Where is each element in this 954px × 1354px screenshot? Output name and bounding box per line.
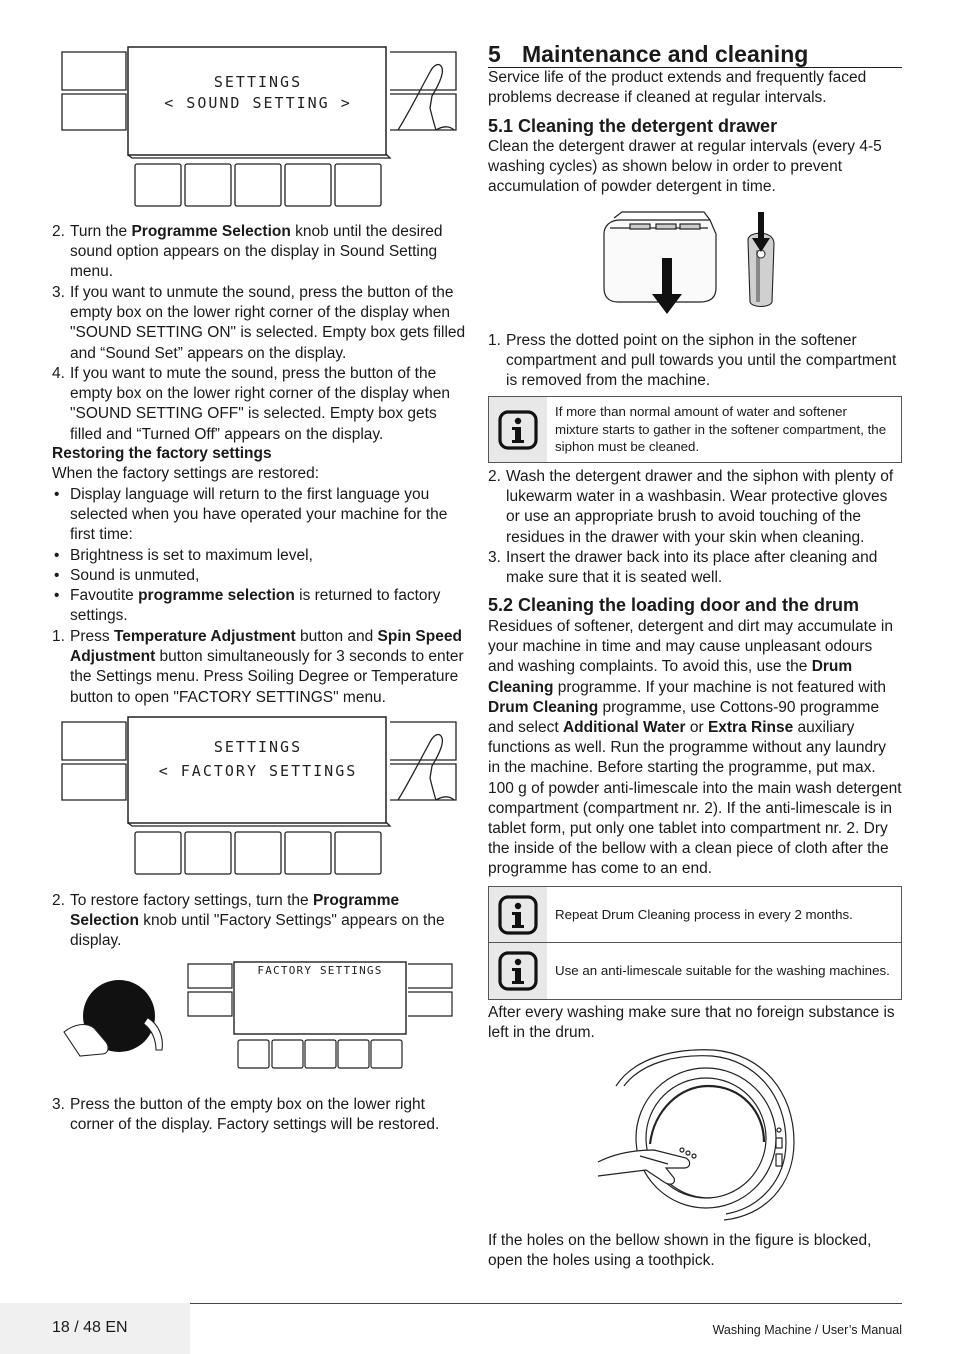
detergent-drawer-illustration: [600, 210, 786, 318]
factory-intro: When the factory settings are restored:: [52, 465, 320, 482]
drum-cleaning-note: [488, 886, 902, 943]
info-icon: [498, 895, 538, 935]
subsection-5-1-text: Clean the detergent drawer at regular intervals (every 4-5 washing cycles) as shown below in order to prevent accumulation of powder detergent in time.: [488, 138, 882, 196]
sound-step-3: 3. If you want to unmute the sound, press the button of the empty box on the lower right corner of the display when "SOUND SETTING ON" is selected. Empty box gets filled and “Sound Set” appears on the display.: [52, 284, 466, 362]
bullet-item: • Display language will return to the first language you selected when you have operated your machine for the first time:: [54, 486, 448, 544]
subsection-5-2-heading: 5.2 Cleaning the loading door and the drum: [488, 595, 860, 615]
drum-cleaning-note-text: Repeat Drum Cleaning process in every 2 months.: [555, 906, 853, 922]
display1-line2: < SOUND SETTING >: [164, 94, 352, 112]
page-number: 18 / 48 EN: [52, 1319, 128, 1336]
anti-limescale-note-text: Use an anti-limescale suitable for the washing machines.: [555, 963, 890, 979]
factory-step-1: 1. Press Temperature Adjustment button and Spin Speed Adjustment button simultaneously for 3 seconds to enter the Settings menu. Press Soiling Degree or Temperature button to open "FACTORY SETTINGS" menu.: [52, 628, 464, 706]
bellow-holes-text: If the holes on the bellow shown in the figure is blocked, open the holes using a toothpick.: [488, 1232, 872, 1270]
footer-divider: [190, 1303, 902, 1304]
bullet-item: • Brightness is set to maximum level,: [54, 547, 313, 564]
document-title: Washing Machine / User’s Manual: [712, 1323, 902, 1337]
drawer-step-1: 1. Press the dotted point on the siphon in the softener compartment and pull towards you until the compartment is removed from the machine.: [488, 332, 897, 390]
siphon-note-text: If more than normal amount of water and softener mixture starts to gather in the softener compartment, the siphon must be cleaned.: [555, 404, 887, 455]
anti-limescale-note: [488, 942, 902, 1000]
sound-step-2: 2. Turn the Programme Selection knob until the desired sound option appears on the display in Sound Setting menu.: [52, 223, 443, 281]
programme-knob-icon: [64, 980, 162, 1056]
drum-bellow-illustration: [594, 1046, 804, 1222]
display3-line1: FACTORY SETTINGS: [257, 964, 383, 977]
factory-step-3: 3. Press the button of the empty box on the lower right corner of the display. Factory settings will be restored.: [52, 1096, 440, 1134]
info-icon: [498, 410, 538, 450]
display2-line1: SETTINGS: [213, 738, 303, 756]
bullet-item: • Favoutite programme selection is returned to factory settings.: [54, 587, 441, 625]
factory-step-2: 2. To restore factory settings, turn the Programme Selection knob until "Factory Settings" appears on the display.: [52, 892, 445, 950]
drawer-step-2: 2. Wash the detergent drawer and the siphon with plenty of lukewarm water in a washbasin. Wear protective gloves or use an appropriate brush to avoid touching of the residues in the drawer with your skin when cleaning.: [488, 468, 894, 546]
factory-setting-display-illustration: [58, 714, 460, 878]
section-heading: 5 Maintenance and cleaning: [488, 41, 902, 68]
sound-setting-display-illustration: [58, 44, 460, 208]
subsection-5-2-text: Residues of softener, detergent and dirt may accumulate in your machine in time and may cause unpleasant odours and washing complaints. To avoid this, use the Drum Cleaning programme. If your machine is not featured with Drum Cleaning programme, use Cottons-90 programme and select Additional Water or Extra Rinse auxiliary functions as well. Run the programme without any laundry in the machine. Before starting the programme, put max. 100 g of powder anti-limescale into the main wash detergent compartment (compartment nr. 2). If the anti-limescale is in tablet form, put only one tablet into compartment nr. 2. Dry the inside of the bellow with a clean piece of cloth after the programme has come to an end.: [488, 618, 902, 878]
siphon-icon: [748, 212, 774, 307]
maintenance-intro: Service life of the product extends and frequently faced problems decrease if cleaned at regular intervals.: [488, 69, 867, 107]
display2-line2: < FACTORY SETTINGS: [158, 762, 358, 780]
subsection-5-1-heading: 5.1 Cleaning the detergent drawer: [488, 116, 778, 136]
drawer-step-3: 3. Insert the drawer back into its place after cleaning and make sure that it is seated well.: [488, 549, 878, 587]
after-washing-text: After every washing make sure that no foreign substance is left in the drum.: [488, 1004, 895, 1042]
info-icon: [498, 951, 538, 991]
display1-line1: SETTINGS: [213, 73, 303, 91]
bullet-item: • Sound is unmuted,: [54, 567, 200, 584]
knob-and-factory-display-illustration: [60, 958, 460, 1070]
sound-step-4: 4. If you want to mute the sound, press the button of the empty box on the lower right corner of the display when "SOUND SETTING OFF" is selected. Empty box gets filled and “Turned Off” appears on the display.: [52, 365, 450, 443]
factory-heading: Restoring the factory settings: [52, 445, 272, 462]
siphon-note: [488, 396, 902, 463]
